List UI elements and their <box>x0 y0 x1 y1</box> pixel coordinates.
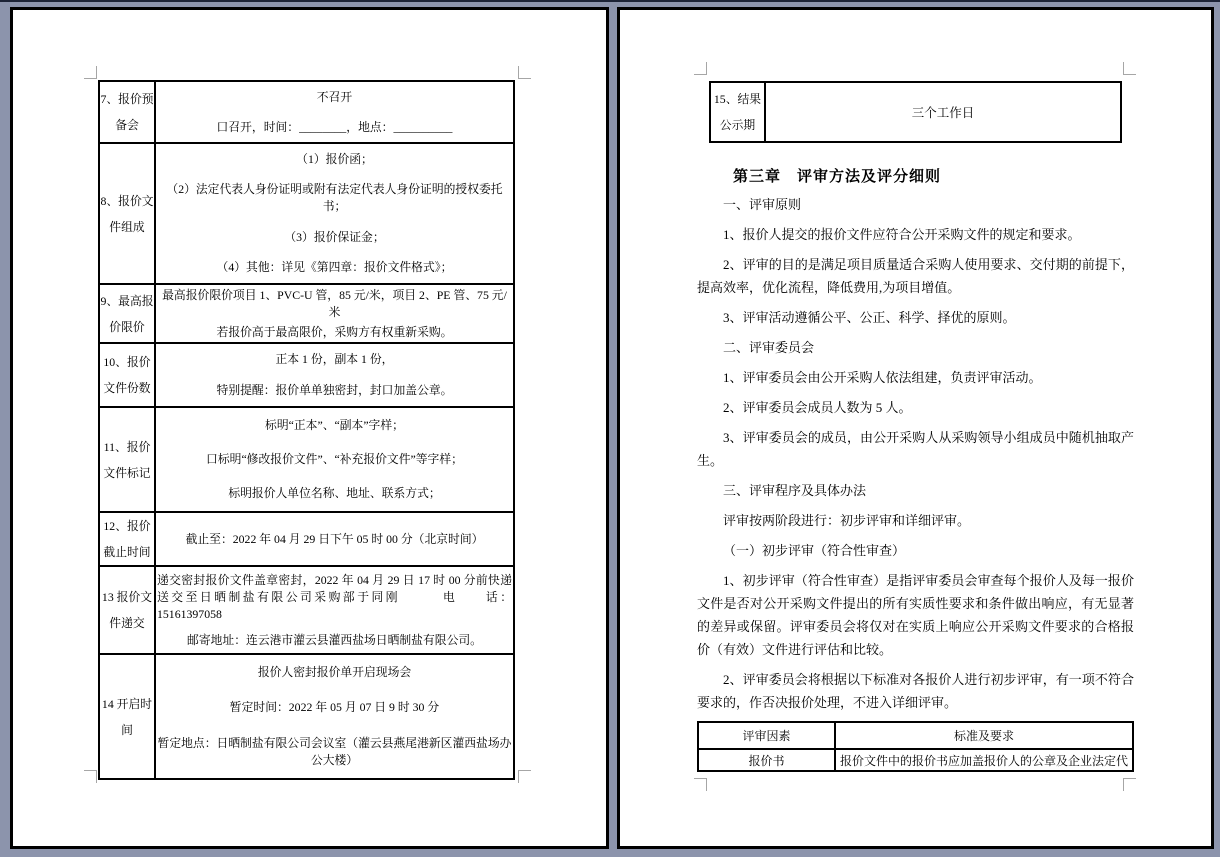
row-label: 7、报价预备会 <box>99 81 155 143</box>
table-row <box>99 566 514 654</box>
body-paragraph: 评审按两阶段进行：初步评审和详细评审。 <box>723 513 971 528</box>
body-paragraph: 一、评审原则 <box>723 197 802 212</box>
chapter-3-heading: 第三章 评审方法及评分细则 <box>733 168 942 185</box>
row-label: 15、结果公示期 <box>710 82 765 142</box>
content-line: 截止至：2022 年 04 月 29 日下午 05 时 00 分（北京时间） <box>185 531 484 546</box>
row-label: 11、报价文件标记 <box>99 407 155 512</box>
content-line: （2）法定代表人身份证明或附有法定代表人身份证明的授权委托书； <box>166 182 503 214</box>
table-row <box>99 343 514 407</box>
content-line: 特别提醒：报价单单独密封，封口加盖公章。 <box>216 383 453 397</box>
body-paragraph: （一）初步评审（符合性审查） <box>723 543 906 558</box>
document-page-2[interactable] <box>617 7 1214 849</box>
content-line: 标明报价人单位名称、地址、联系方式； <box>228 486 441 501</box>
content-line: 口标明“修改报价文件”、“补充报价文件”等字样； <box>206 451 463 466</box>
body-paragraph: 1、报价人提交的报价文件应符合公开采购文件的规定和要求。 <box>723 227 1081 242</box>
row-label: 13 报价文件递交 <box>99 566 155 654</box>
evaluation-method-paragraphs <box>697 193 1134 714</box>
table-row <box>99 143 514 284</box>
content-line: 正本 1 份，副本 1 份， <box>275 352 394 366</box>
content-line: 标明“正本”、“副本”字样； <box>265 417 404 432</box>
text-boundary-mark <box>694 778 707 791</box>
body-paragraph: 三、评审程序及具体办法 <box>723 483 867 498</box>
row-label: 14 开启时间 <box>99 654 155 779</box>
content-line: （1）报价函； <box>296 151 373 166</box>
content-line: 最高报价限价项目 1、PVC-U 管，85 元/米，项目 2、PE 管、75 元/米 <box>162 287 507 319</box>
text-boundary-mark <box>1123 778 1136 791</box>
result-publicity-table <box>709 81 1122 143</box>
row-content <box>155 343 514 407</box>
text-boundary-mark <box>1123 62 1136 75</box>
body-paragraph: 3、评审委员会的成员，由公开采购人从采购领导小组成员中随机抽取产生。 <box>697 430 1134 468</box>
standard-cell: 报价文件中的报价书应加盖报价人的公章及企业法定代 <box>835 749 1133 771</box>
content-line: 报价人密封报价单开启现场会 <box>257 665 412 680</box>
column-header-factor: 评审因素 <box>698 722 835 749</box>
column-header-standard: 标准及要求 <box>835 722 1133 749</box>
table-row <box>99 81 514 143</box>
table-row <box>99 512 514 566</box>
text-boundary-mark <box>84 770 97 783</box>
table-header-row <box>698 722 1133 749</box>
table-row <box>698 749 1133 771</box>
row-content <box>155 566 514 654</box>
row-content <box>155 512 514 566</box>
content-line: 口召开，时间：________，地点：__________ <box>216 119 453 134</box>
body-paragraph: 1、初步评审（符合性审查）是指评审委员会审查每个报价人及每一报价文件是否对公开采购文件提出的所有实质性要求和条件做出响应，有无显著的差异或保留。评审委员会将仅对在实质上响应公开采购文件要求的合格报价（有效）文件进行评估和比较。 <box>697 573 1134 657</box>
body-paragraph: 2、评审委员会将根据以下标准对各报价人进行初步评审，有一项不符合要求的，作否决报价处理，不进入详细评审。 <box>697 672 1134 710</box>
content-line: 暂定时间：2022 年 05 月 07 日 9 时 30 分 <box>229 700 440 715</box>
body-paragraph: 2、评审的目的是满足项目质量适合采购人使用要求、交付期的前提下，提高效率，优化流程，降低费用,为项目增值。 <box>697 257 1134 295</box>
text-boundary-mark <box>84 66 97 79</box>
row-label: 10、报价文件份数 <box>99 343 155 407</box>
content-line: 递交密封报价文件盖章密封，2022 年 04 月 29 日 17 时 00 分前快递送交至日晒制盐有限公司采购部于同刚 电 话：15161397058 <box>157 572 512 621</box>
content-line: （4）其他：详见《第四章：报价文件格式》； <box>216 260 453 275</box>
quotation-details-table <box>98 80 515 780</box>
row-content: 三个工作日 <box>765 82 1121 142</box>
row-label: 12、报价截止时间 <box>99 512 155 566</box>
content-line: 暂定地点：日晒制盐有限公司会议室（灌云县燕尾港新区灌西盐场办公大楼） <box>157 735 512 767</box>
text-boundary-mark <box>518 770 531 783</box>
row-label: 9、最高报价限价 <box>99 284 155 343</box>
body-paragraph: 二、评审委员会 <box>723 340 815 355</box>
text-boundary-mark <box>518 66 531 79</box>
body-paragraph: 1、评审委员会由公开采购人依法组建，负责评审活动。 <box>723 370 1042 385</box>
content-line: 邮寄地址：连云港市灌云县灌西盐场日晒制盐有限公司。 <box>187 632 482 647</box>
content-line: 不召开 <box>316 89 353 104</box>
content-line: （3）报价保证金； <box>284 229 385 244</box>
table-row <box>99 654 514 779</box>
content-line: 若报价高于最高限价，采购方有权重新采购。 <box>216 324 453 339</box>
row-content <box>155 654 514 779</box>
window-top-edge <box>0 0 1220 2</box>
table-row <box>710 82 1121 142</box>
document-page-1[interactable] <box>10 7 609 849</box>
preliminary-review-criteria-table <box>697 721 1134 772</box>
table-row <box>99 407 514 512</box>
row-content <box>155 284 514 343</box>
row-content <box>155 143 514 284</box>
factor-cell: 报价书 <box>698 749 835 771</box>
text-boundary-mark <box>694 62 707 75</box>
row-label: 8、报价文件组成 <box>99 143 155 284</box>
body-paragraph: 2、评审委员会成员人数为 5 人。 <box>723 400 912 415</box>
table-row <box>99 284 514 343</box>
row-content <box>155 81 514 143</box>
row-content <box>155 407 514 512</box>
body-paragraph: 3、评审活动遵循公平、公正、科学、择优的原则。 <box>723 310 1016 325</box>
